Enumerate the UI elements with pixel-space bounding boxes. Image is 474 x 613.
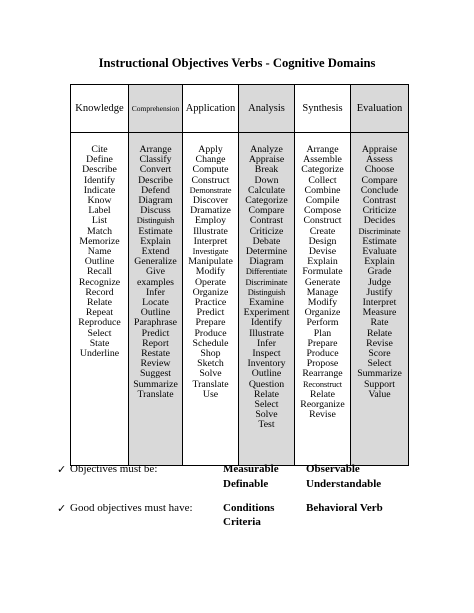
verb-item: Outline	[84, 256, 115, 268]
objectives-observable: Observable	[306, 463, 360, 475]
verb-item: Analyze	[250, 144, 283, 155]
objectives-definable: Definable	[223, 478, 269, 490]
verb-item: Plan	[313, 327, 332, 339]
verb-item: Match	[86, 225, 113, 237]
verb-item: Contrast	[249, 215, 284, 227]
verb-item: Organize	[192, 286, 229, 298]
verb-item: Describe	[138, 174, 173, 186]
verb-item: examples	[137, 276, 174, 288]
verb-item: Measure	[362, 307, 397, 319]
verb-item: Shop	[200, 348, 221, 360]
verb-item: Recognize	[78, 276, 121, 288]
verb-item: List	[91, 215, 108, 227]
verb-item: Label	[88, 205, 111, 217]
verb-item: Employ	[194, 215, 227, 227]
verb-item: Know	[87, 195, 112, 207]
verb-item: Construct	[191, 174, 230, 186]
verb-item: Revise	[309, 409, 336, 421]
header-row	[71, 85, 409, 133]
objectives-label: Objectives must be:	[70, 463, 158, 475]
verb-item: Examine	[249, 297, 284, 309]
verb-item: Defend	[141, 184, 170, 196]
verb-item: Infer	[145, 286, 166, 298]
verb-item: Determine	[245, 246, 288, 258]
verb-item: Memorize	[79, 235, 120, 247]
verb-item: Prepare	[307, 337, 338, 349]
verb-item: Diagram	[249, 256, 284, 268]
verb-item: Discriminate	[245, 277, 288, 287]
verb-item: Inventory	[247, 358, 286, 370]
verb-item: Justify	[366, 286, 393, 298]
verb-item: Name	[87, 246, 112, 258]
verb-item: Summarize	[357, 368, 402, 380]
verb-item: Translate	[192, 378, 229, 390]
checkmark-icon: ✓	[57, 502, 67, 515]
verb-item: Formulate	[302, 266, 343, 278]
verb-item: Criticize	[249, 225, 284, 237]
verb-item: Interpret	[362, 297, 397, 309]
verb-item: Dramatize	[190, 205, 231, 217]
header-knowledge: Knowledge	[71, 85, 129, 133]
verb-item: Use	[202, 388, 219, 400]
verb-item: Appraise	[248, 154, 285, 166]
verb-item: Demonstrate	[189, 185, 232, 195]
verb-item: Collect	[308, 174, 337, 186]
verb-item: Illustrate	[193, 225, 228, 237]
verb-item: Suggest	[139, 368, 172, 380]
verb-item: Estimate	[138, 225, 173, 237]
verb-item: Score	[368, 348, 391, 360]
verb-item: Differentiate	[245, 267, 288, 277]
verb-item: Record	[85, 286, 114, 298]
header-comprehension: Comprehension	[129, 85, 183, 133]
verb-item: Produce	[194, 327, 227, 339]
verb-item: Interpret	[193, 235, 228, 247]
verb-item: Inspect	[252, 348, 281, 360]
verb-item: Generalize	[134, 256, 177, 268]
comprehension-cell	[129, 133, 183, 466]
verb-item: Solve	[255, 409, 278, 421]
verb-item: Appraise	[361, 144, 398, 155]
verb-item: Give	[145, 266, 166, 278]
verb-item: Change	[195, 154, 226, 166]
verb-item: Explain	[307, 256, 338, 268]
verb-item: Distinguish	[247, 287, 286, 297]
verb-item: Identify	[83, 174, 115, 186]
verbs-table	[70, 84, 409, 466]
verb-item: Outline	[251, 368, 282, 380]
verb-item: Construct	[303, 215, 342, 227]
verb-item: Sketch	[197, 358, 224, 370]
verb-item: Decides	[363, 215, 396, 227]
comprehension-verbs	[129, 145, 182, 400]
verb-item: Support	[363, 378, 396, 390]
verb-item: Compute	[192, 164, 229, 176]
verb-item: Estimate	[362, 235, 397, 247]
verb-item: Categorize	[245, 195, 288, 207]
verb-item: Paraphrase	[134, 317, 177, 329]
verb-item: Relate	[366, 327, 393, 339]
verb-item: Compose	[303, 205, 341, 217]
synthesis-cell	[295, 133, 351, 466]
verb-item: Debate	[252, 235, 281, 247]
verb-item: Combine	[304, 184, 341, 196]
verb-item: Create	[309, 225, 336, 237]
verb-item: Arrange	[306, 144, 339, 155]
verb-item: Select	[367, 358, 392, 370]
verb-item: Apply	[198, 144, 223, 155]
verb-item: Discuss	[140, 205, 171, 217]
verb-item: Modify	[195, 266, 226, 278]
verb-item: Describe	[82, 164, 117, 176]
verb-item: Select	[254, 399, 279, 411]
verb-item: Organize	[304, 307, 341, 319]
verb-item: Define	[86, 154, 113, 166]
verb-item: Categorize	[301, 164, 344, 176]
verb-item: Down	[254, 174, 279, 186]
analysis-verbs	[239, 145, 294, 431]
page-title: Instructional Objectives Verbs - Cognitive Domains	[98, 56, 376, 70]
verb-item: Contrast	[362, 195, 397, 207]
synthesis-verbs	[295, 145, 350, 420]
verb-item: Produce	[306, 348, 339, 360]
verb-item: Rearrange	[302, 368, 343, 380]
verb-item: Choose	[364, 164, 395, 176]
verb-item: Relate	[86, 297, 113, 309]
verb-item: Underline	[79, 348, 120, 360]
verb-item: Predict	[196, 307, 225, 319]
verb-item: Translate	[137, 388, 174, 400]
verb-item: Restate	[141, 348, 170, 360]
knowledge-cell	[71, 133, 129, 466]
objectives-measurable: Measurable	[223, 463, 279, 475]
verb-item: Manage	[306, 286, 339, 298]
verb-item: Locate	[142, 297, 169, 309]
header-evaluation: Evaluation	[351, 85, 409, 133]
verb-item: Outline	[140, 307, 171, 319]
verb-item: Predict	[141, 327, 170, 339]
verb-item: Relate	[309, 388, 336, 400]
evaluation-cell	[351, 133, 409, 466]
verb-item: Judge	[368, 276, 391, 288]
verb-item: Grade	[367, 266, 392, 278]
verb-item: Arrange	[139, 144, 172, 155]
application-cell	[183, 133, 239, 466]
verb-item: Schedule	[192, 337, 229, 349]
verb-item: Reorganize	[300, 399, 345, 411]
analysis-cell	[239, 133, 295, 466]
verb-item: Prepare	[195, 317, 226, 329]
verb-item: Assemble	[303, 154, 342, 166]
verb-item: Practice	[194, 297, 227, 309]
checkmark-icon: ✓	[57, 463, 67, 476]
verb-item: Design	[308, 235, 337, 247]
verb-item: Identify	[250, 317, 282, 329]
verb-item: Test	[258, 419, 275, 431]
verb-item: Compile	[305, 195, 340, 207]
verb-item: State	[89, 337, 110, 349]
verb-item: Manipulate	[188, 256, 233, 268]
verb-item: Review	[140, 358, 171, 370]
verb-item: Reproduce	[78, 317, 121, 329]
verbs-row	[71, 133, 409, 466]
verb-item: Recall	[86, 266, 113, 278]
verb-item: Explain	[140, 235, 171, 247]
verb-item: Question	[248, 378, 285, 390]
verb-item: Revise	[366, 337, 393, 349]
verb-item: Rate	[370, 317, 389, 329]
verb-item: Calculate	[248, 184, 285, 196]
objectives-understandable: Understandable	[306, 478, 382, 490]
verb-item: Propose	[306, 358, 339, 370]
verb-item: Select	[87, 327, 112, 339]
good-criteria: Criteria	[223, 516, 261, 528]
verb-item: Indicate	[83, 184, 116, 196]
verb-item: Generate	[304, 276, 341, 288]
verb-item: Reconstruct	[303, 379, 342, 389]
verb-item: Diagram	[138, 195, 173, 207]
verb-item: Evaluate	[362, 246, 397, 258]
header-synthesis: Synthesis	[295, 85, 351, 133]
verb-item: Explain	[364, 256, 395, 268]
verb-item: Assess	[366, 154, 393, 166]
header-application: Application	[183, 85, 239, 133]
evaluation-verbs	[351, 145, 408, 400]
verb-item: Break	[254, 164, 279, 176]
verb-item: Devise	[308, 246, 337, 258]
verb-item: Summarize	[133, 378, 178, 390]
verb-item: Report	[142, 337, 169, 349]
header-analysis: Analysis	[239, 85, 295, 133]
verb-item: Discriminate	[358, 226, 401, 236]
verb-item: Criticize	[362, 205, 397, 217]
knowledge-verbs	[71, 145, 128, 359]
verb-item: Relate	[253, 388, 280, 400]
verb-item: Repeat	[85, 307, 114, 319]
good-objectives-label: Good objectives must have:	[70, 502, 193, 514]
verb-item: Operate	[194, 276, 226, 288]
verb-item: Convert	[139, 164, 172, 176]
verb-item: Infer	[256, 337, 277, 349]
verb-item: Perform	[306, 317, 339, 329]
verb-item: Compare	[361, 174, 398, 186]
verb-item: Solve	[199, 368, 222, 380]
verb-item: Extend	[141, 246, 170, 258]
verb-item: Compare	[248, 205, 285, 217]
verb-item: Experiment	[243, 307, 290, 319]
good-conditions: Conditions	[223, 502, 275, 514]
verb-item: Conclude	[360, 184, 399, 196]
good-behavioral-verb: Behavioral Verb	[306, 502, 383, 514]
verb-item: Modify	[307, 297, 338, 309]
verb-item: Classify	[139, 154, 172, 166]
verb-item: Illustrate	[249, 327, 284, 339]
application-verbs	[183, 145, 238, 400]
verb-item: Value	[368, 388, 391, 400]
verb-item: Cite	[91, 144, 108, 155]
verb-item: Distinguish	[136, 216, 175, 226]
verb-item: Discover	[192, 195, 229, 207]
verb-item: Investigate	[192, 247, 229, 257]
